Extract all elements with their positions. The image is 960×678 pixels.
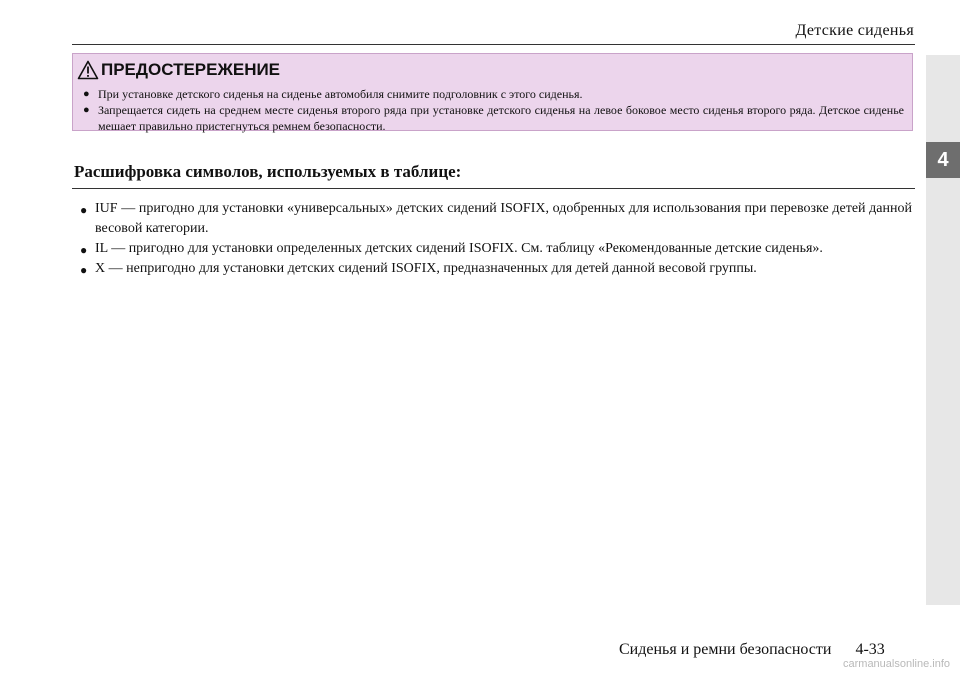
warning-title: ПРЕДОСТЕРЕЖЕНИЕ	[101, 60, 281, 79]
header-divider	[72, 44, 915, 45]
warning-item	[83, 102, 904, 134]
page-header-title: Детские сиденья	[795, 22, 914, 39]
list-item-text: IUF — пригодно для установки «универсальных» детских сидений ISOFIX, одобренных для использования при перевозке детей данной весовой категории.	[95, 201, 912, 236]
bullet-icon: ●	[83, 104, 90, 116]
watermark-text: carmanualsonline.info	[843, 658, 951, 670]
chapter-side-tab	[926, 55, 960, 605]
bullet-icon: ●	[80, 263, 88, 277]
symbol-legend-list	[80, 199, 912, 279]
list-item	[80, 239, 912, 259]
footer-section-name: Сиденья и ремни безопасности	[619, 641, 832, 658]
warning-box	[72, 53, 913, 131]
warning-header	[77, 58, 280, 82]
bullet-icon: ●	[80, 203, 88, 217]
list-item-text: IL — пригодно для установки определенных детских сидений ISOFIX. См. таблицу «Рекомендованные детские сиденья».	[95, 241, 823, 256]
warning-list	[83, 86, 904, 134]
warning-item	[83, 86, 904, 102]
warning-triangle-icon	[77, 60, 99, 80]
warning-item-text: При установке детского сиденья на сиденье автомобиля снимите подголовник с этого сиденья.	[98, 87, 583, 101]
bullet-icon: ●	[80, 243, 88, 257]
list-item-text: X — непригодно для установки детских сидений ISOFIX, предназначенных для детей данной весовой группы.	[95, 261, 757, 276]
chapter-number-badge: 4	[926, 142, 960, 178]
section-divider	[72, 188, 915, 189]
page-number: 4-33	[855, 641, 885, 658]
bullet-icon: ●	[83, 88, 90, 100]
page-footer	[619, 641, 885, 659]
warning-item-text: Запрещается сидеть на среднем месте сиденья второго ряда при установке детского сиденья на левое боковое место сиденья второго ряда. Детское сиденье мешает правильно пристегнуться ремнем безопасности.	[98, 103, 904, 133]
list-item	[80, 259, 912, 279]
list-item	[80, 199, 912, 239]
section-heading: Расшифровка символов, используемых в таблице:	[74, 162, 462, 181]
